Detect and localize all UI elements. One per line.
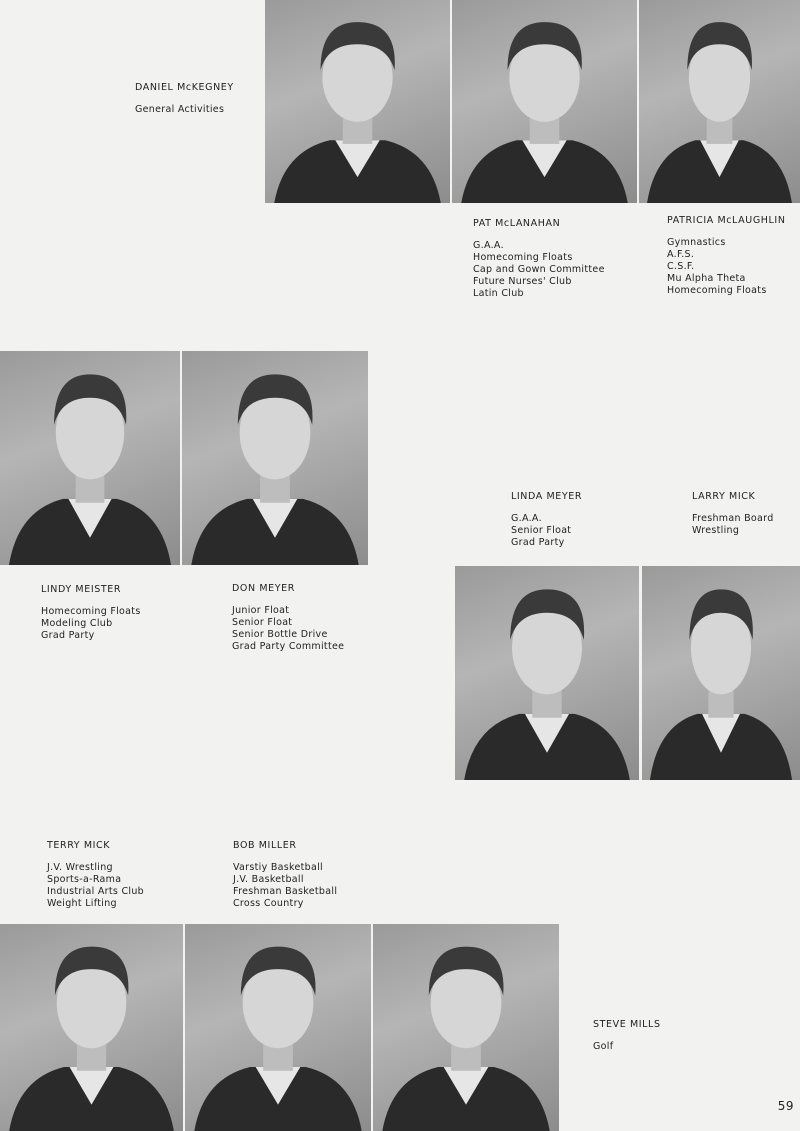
portrait-daniel-mckegney bbox=[265, 0, 450, 203]
activity: Senior Float bbox=[232, 617, 293, 628]
caption-larry-mick bbox=[692, 491, 774, 537]
activity-list bbox=[593, 1041, 661, 1053]
portrait-silhouette bbox=[639, 0, 800, 203]
activity-list bbox=[233, 862, 337, 910]
activity-list bbox=[473, 240, 605, 300]
portrait-silhouette bbox=[452, 0, 637, 203]
activity: Junior Float bbox=[232, 605, 290, 616]
portrait-don-meyer bbox=[182, 351, 368, 565]
activity: Latin Club bbox=[473, 288, 524, 299]
portrait-silhouette bbox=[182, 351, 368, 565]
activity: Sports-a-Rama bbox=[47, 874, 122, 885]
activity: Cross Country bbox=[233, 898, 304, 909]
caption-patricia-mclaughlin bbox=[667, 215, 786, 297]
activity: Mu Alpha Theta bbox=[667, 273, 746, 284]
portrait-silhouette bbox=[185, 924, 371, 1131]
page-number: 59 bbox=[777, 1099, 794, 1113]
caption-linda-meyer bbox=[511, 491, 582, 549]
activity: Future Nurses' Club bbox=[473, 276, 572, 287]
caption-terry-mick bbox=[47, 840, 144, 910]
activity-list bbox=[511, 513, 582, 549]
caption-lindy-meister bbox=[41, 584, 141, 642]
activity: Wrestling bbox=[692, 525, 740, 536]
portrait-silhouette bbox=[455, 566, 639, 780]
activity: G.A.A. bbox=[511, 513, 542, 524]
activity: Golf bbox=[593, 1041, 614, 1052]
activity: Homecoming Floats bbox=[41, 606, 141, 617]
student-name: TERRY MICK bbox=[47, 840, 111, 851]
activity-list bbox=[47, 862, 144, 910]
student-name: LINDA MEYER bbox=[511, 491, 583, 502]
student-name: DANIEL McKEGNEY bbox=[135, 82, 234, 93]
activity-list bbox=[135, 104, 234, 116]
activity: Senior Float bbox=[511, 525, 572, 536]
activity: Homecoming Floats bbox=[473, 252, 573, 263]
activity-list bbox=[667, 237, 786, 297]
activity: Senior Bottle Drive bbox=[232, 629, 328, 640]
activity-list bbox=[232, 605, 344, 653]
activity: G.A.A. bbox=[473, 240, 504, 251]
activity: Homecoming Floats bbox=[667, 285, 767, 296]
activity: Gymnastics bbox=[667, 237, 726, 248]
portrait-larry-mick bbox=[642, 566, 800, 780]
activity-list bbox=[692, 513, 774, 537]
portrait-silhouette bbox=[373, 924, 559, 1131]
student-name: LARRY MICK bbox=[692, 491, 756, 502]
portrait-lindy-meister bbox=[0, 351, 180, 565]
activity-list bbox=[41, 606, 141, 642]
student-name: BOB MILLER bbox=[233, 840, 297, 851]
caption-steve-mills bbox=[593, 1019, 661, 1053]
activity: Modeling Club bbox=[41, 618, 113, 629]
portrait-linda-meyer bbox=[455, 566, 639, 780]
activity: Weight Lifting bbox=[47, 898, 117, 909]
activity: Cap and Gown Committee bbox=[473, 264, 605, 275]
activity: Grad Party bbox=[41, 630, 95, 641]
portrait-pat-mclanahan bbox=[452, 0, 637, 203]
student-name: STEVE MILLS bbox=[593, 1019, 661, 1030]
activity: Varstiy Basketball bbox=[233, 862, 323, 873]
activity: Freshman Board bbox=[692, 513, 774, 524]
caption-bob-miller bbox=[233, 840, 337, 910]
portrait-terry-mick bbox=[0, 924, 183, 1131]
caption-daniel-mckegney bbox=[135, 82, 234, 116]
portrait-silhouette bbox=[0, 924, 183, 1131]
student-name: PATRICIA McLAUGHLIN bbox=[667, 215, 786, 226]
portrait-silhouette bbox=[265, 0, 450, 203]
portrait-patricia-mclaughlin bbox=[639, 0, 800, 203]
activity: Grad Party bbox=[511, 537, 565, 548]
activity: General Activities bbox=[135, 104, 225, 115]
activity: A.F.S. bbox=[667, 249, 695, 260]
portrait-steve-mills bbox=[373, 924, 559, 1131]
student-name: DON MEYER bbox=[232, 583, 295, 594]
portrait-silhouette bbox=[0, 351, 180, 565]
caption-pat-mclanahan bbox=[473, 218, 605, 300]
caption-don-meyer bbox=[232, 583, 344, 653]
student-name: LINDY MEISTER bbox=[41, 584, 122, 595]
student-name: PAT McLANAHAN bbox=[473, 218, 561, 229]
portrait-bob-miller bbox=[185, 924, 371, 1131]
activity: C.S.F. bbox=[667, 261, 695, 272]
activity: J.V. Basketball bbox=[233, 874, 304, 885]
activity: J.V. Wrestling bbox=[47, 862, 113, 873]
activity: Grad Party Committee bbox=[232, 641, 345, 652]
activity: Freshman Basketball bbox=[233, 886, 338, 897]
portrait-silhouette bbox=[642, 566, 800, 780]
activity: Industrial Arts Club bbox=[47, 886, 144, 897]
